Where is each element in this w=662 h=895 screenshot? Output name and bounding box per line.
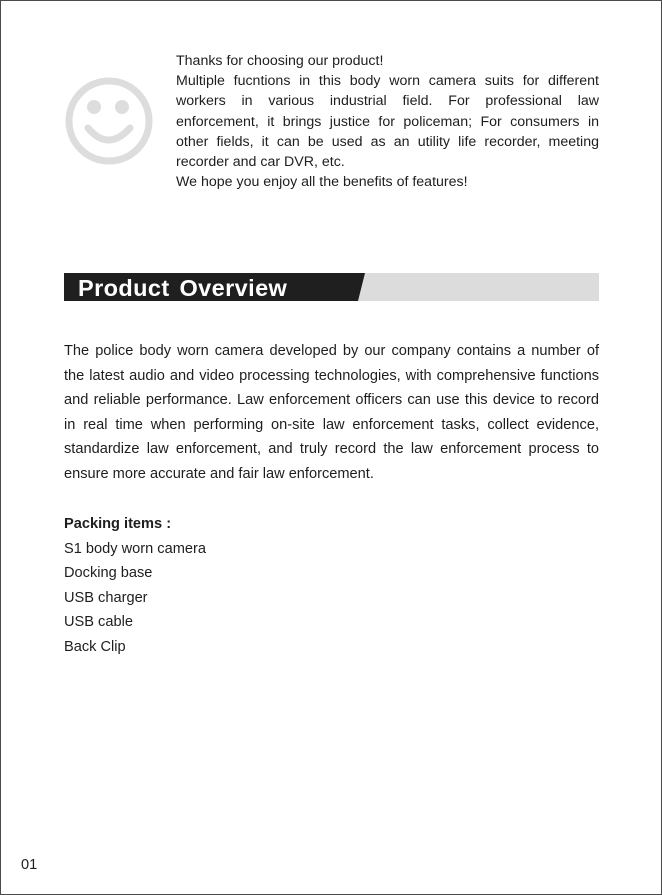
intro-greeting: Thanks for choosing our product! — [176, 53, 384, 69]
packing-item: USB charger — [64, 589, 148, 606]
section-title: Product Overview — [78, 275, 288, 301]
packing-item: Back Clip — [64, 638, 126, 655]
intro-closing: We hope you enjoy all the benefits of features! — [176, 174, 468, 191]
packing-item: USB cable — [64, 614, 133, 631]
packing-item: Docking base — [64, 565, 153, 582]
overview-paragraph: The police body worn camera developed by our company contains a number of the latest audio and video processing technologies, with comprehensive functions and reliable performance. Law enforcement officers can use this device to record in real time when performing on-site law enforcement tasks, collect evidence, standardize law enforcement, and truly record the law enforcement process to ensure more accurate and fair law enforcement. — [64, 343, 599, 482]
packing-list — [64, 512, 464, 660]
smiley-face-icon — [64, 76, 154, 166]
packing-heading: Packing items : — [64, 516, 172, 532]
section-header-bar — [64, 273, 599, 301]
intro-body: Multiple fucntions in this body worn camera suits for different workers in various industrial field. For professional law enforcement, it brings justice for policeman; For consumers in other fields, it can be used as an utility life recorder, meeting recorder and car DVR, etc. — [176, 73, 599, 171]
page-number: 01 — [21, 857, 38, 873]
packing-item: S1 body worn camera — [64, 540, 206, 557]
intro-block — [176, 51, 599, 192]
